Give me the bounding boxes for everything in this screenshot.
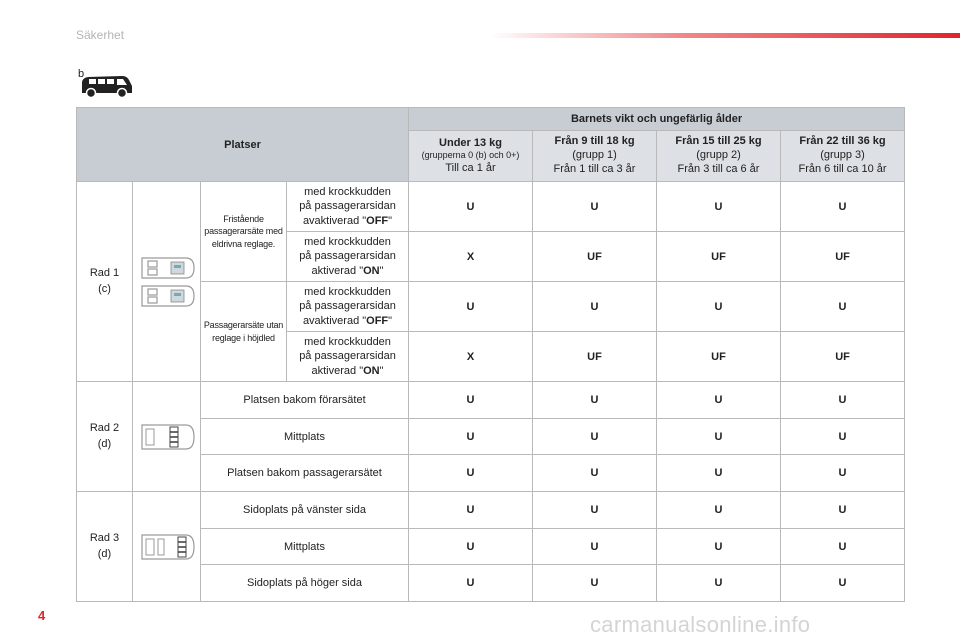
value-cell: X <box>409 232 533 282</box>
value-cell: U <box>409 382 533 419</box>
value-cell: UF <box>781 332 905 382</box>
weight-col-3: Från 15 till 25 kg (grupp 2) Från 3 till ca 6 år <box>657 131 781 182</box>
table-row <box>77 282 905 332</box>
value-cell: U <box>409 419 533 455</box>
row3-label: Rad 3 (d) <box>77 492 133 602</box>
value-cell: U <box>781 565 905 602</box>
value-cell: U <box>657 382 781 419</box>
seat-row3-diagram-icon <box>138 532 196 562</box>
place-cell: Platsen bakom förarsätet <box>201 382 409 419</box>
seat-row2-diagram-icon <box>138 422 196 452</box>
value-cell: U <box>657 455 781 492</box>
value-cell: U <box>781 492 905 529</box>
value-cell: UF <box>657 232 781 282</box>
value-cell: U <box>409 182 533 232</box>
condition-cell: med krockkudden på passagerarsidan aktiverad "ON" <box>287 232 409 282</box>
seat-type-standalone: Fristående passagerarsäte med eldrivna reglage. <box>201 182 287 282</box>
van-icon <box>76 66 134 100</box>
row1-diagram-cell <box>133 182 201 382</box>
value-cell: U <box>533 565 657 602</box>
value-cell: U <box>533 455 657 492</box>
value-cell: U <box>657 282 781 332</box>
value-cell: UF <box>533 232 657 282</box>
page-number: 4 <box>38 608 46 623</box>
value-cell: U <box>409 455 533 492</box>
value-cell: U <box>533 492 657 529</box>
value-cell: U <box>657 565 781 602</box>
table-row <box>77 565 905 602</box>
weight-col-1: Under 13 kg (grupperna 0 (b) och 0+) Till ca 1 år <box>409 131 533 182</box>
value-cell: U <box>781 282 905 332</box>
row1-label: Rad 1 (c) <box>77 182 133 382</box>
value-cell: U <box>533 419 657 455</box>
place-cell: Mittplats <box>201 419 409 455</box>
value-cell: U <box>657 182 781 232</box>
place-cell: Mittplats <box>201 529 409 565</box>
table-row <box>77 492 905 529</box>
value-cell: U <box>409 492 533 529</box>
weight-col-4: Från 22 till 36 kg (grupp 3) Från 6 till ca 10 år <box>781 131 905 182</box>
watermark: carmanualsonline.info <box>590 612 811 637</box>
value-cell: U <box>409 282 533 332</box>
weight-col-2: Från 9 till 18 kg (grupp 1) Från 1 till ca 3 år <box>533 131 657 182</box>
value-cell: U <box>533 529 657 565</box>
seat-type-fixed-height: Passagerarsäte utan reglage i höjdled <box>201 282 287 382</box>
row2-diagram-cell <box>133 382 201 492</box>
value-cell: U <box>657 419 781 455</box>
value-cell: UF <box>657 332 781 382</box>
value-cell: U <box>781 419 905 455</box>
condition-cell: med krockkudden på passagerarsidan avaktiverad "OFF" <box>287 182 409 232</box>
header-accent-line <box>490 33 960 38</box>
table-row <box>77 419 905 455</box>
value-cell: U <box>657 492 781 529</box>
place-cell: Sidoplats på höger sida <box>201 565 409 602</box>
value-cell: U <box>533 182 657 232</box>
child-seat-table <box>76 107 905 602</box>
value-cell: X <box>409 332 533 382</box>
value-cell: U <box>533 282 657 332</box>
value-cell: U <box>781 382 905 419</box>
place-cell: Sidoplats på vänster sida <box>201 492 409 529</box>
section-title: Säkerhet <box>76 28 125 42</box>
weight-group-header: Barnets vikt och ungefärlig ålder <box>409 108 905 131</box>
col-places-header: Platser <box>77 108 409 182</box>
value-cell: U <box>409 565 533 602</box>
row3-diagram-cell <box>133 492 201 602</box>
condition-cell: med krockkudden på passagerarsidan avaktiverad "OFF" <box>287 282 409 332</box>
condition-cell: med krockkudden på passagerarsidan aktiverad "ON" <box>287 332 409 382</box>
value-cell: U <box>533 382 657 419</box>
value-cell: U <box>781 529 905 565</box>
table-row <box>77 529 905 565</box>
variant-letter: b <box>78 68 85 80</box>
value-cell: U <box>781 455 905 492</box>
value-cell: UF <box>781 232 905 282</box>
row2-label: Rad 2 (d) <box>77 382 133 492</box>
seat-row1-diagram-icon <box>138 254 196 310</box>
table-row <box>77 182 905 232</box>
table-row <box>77 455 905 492</box>
table-row <box>77 382 905 419</box>
value-cell: U <box>781 182 905 232</box>
place-cell: Platsen bakom passagerarsätet <box>201 455 409 492</box>
value-cell: UF <box>533 332 657 382</box>
value-cell: U <box>657 529 781 565</box>
value-cell: U <box>409 529 533 565</box>
